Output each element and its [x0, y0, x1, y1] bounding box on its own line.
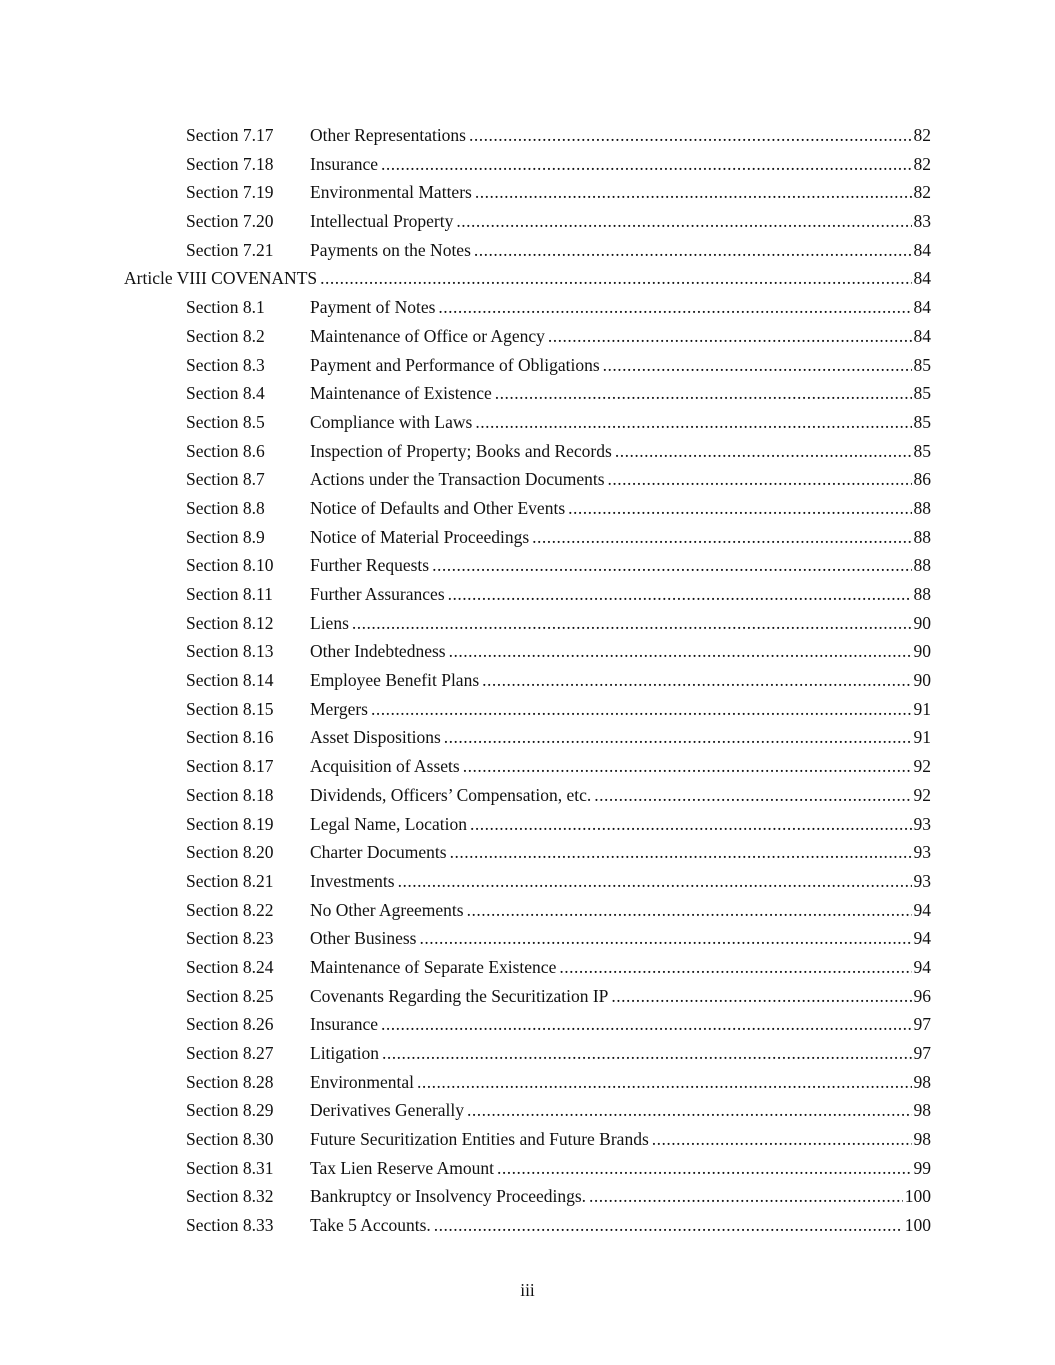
section-number: Section 8.15: [186, 698, 274, 719]
section-title: Further Requests: [310, 551, 430, 580]
toc-leader-line: [310, 609, 931, 638]
page-ref: 85: [913, 354, 931, 375]
toc-leader-line: [310, 351, 931, 380]
page-ref: 94: [913, 928, 931, 949]
toc-section-entry: [0, 465, 1055, 494]
toc-leader-line: [310, 150, 931, 179]
section-number: Section 8.31: [186, 1157, 274, 1178]
section-number: Section 8.25: [186, 985, 274, 1006]
section-number: Section 8.1: [186, 297, 265, 318]
toc-section-entry: [0, 810, 1055, 839]
toc-leader-line: [310, 982, 931, 1011]
toc-leader-line: [310, 953, 931, 982]
toc-leader-line: [310, 637, 931, 666]
page-ref: 93: [913, 842, 931, 863]
toc-section-entry: [0, 1182, 1055, 1211]
dot-leader: [469, 121, 912, 150]
page-ref: 100: [904, 1186, 931, 1207]
page-ref: 92: [913, 756, 931, 777]
page-ref: 84: [913, 268, 931, 289]
page-ref: 90: [913, 612, 931, 633]
dot-leader: [381, 1010, 911, 1039]
section-title: Other Business: [310, 924, 417, 953]
page-ref: 88: [913, 584, 931, 604]
page-ref: 88: [913, 526, 931, 547]
toc-leader-line: [310, 1182, 931, 1211]
section-number: Section 8.21: [186, 870, 274, 891]
toc-section-entry: [0, 494, 1055, 523]
section-number: Section 8.33: [186, 1215, 274, 1236]
section-title: Notice of Material Proceedings: [310, 523, 530, 552]
page-ref: 85: [913, 411, 931, 432]
page-ref: 97: [913, 1043, 931, 1063]
page-ref: 98: [913, 1071, 931, 1092]
dot-leader: [548, 322, 912, 351]
dot-leader: [594, 781, 911, 810]
dot-leader: [382, 1039, 911, 1068]
section-title: Investments: [310, 867, 396, 896]
toc-section-entry: [0, 236, 1055, 265]
section-number: Section 8.19: [186, 813, 274, 834]
toc-section-entry: [0, 1211, 1055, 1240]
toc-section-entry: [0, 408, 1055, 437]
section-number: Section 8.3: [186, 354, 265, 375]
toc-leader-line: [310, 121, 931, 150]
section-number: Section 7.18: [186, 153, 274, 174]
toc-section-entry: [0, 150, 1055, 179]
dot-leader: [495, 379, 912, 408]
toc-leader-line: [310, 236, 931, 265]
dot-leader: [352, 609, 912, 638]
toc-leader-line: [310, 781, 931, 810]
toc-section-entry: [0, 551, 1055, 580]
toc-leader-line: [310, 437, 931, 466]
toc-leader-line: [310, 1010, 931, 1039]
section-number: Section 8.8: [186, 497, 265, 518]
dot-leader: [320, 264, 911, 293]
dot-leader: [482, 666, 911, 695]
section-number: Section 7.21: [186, 239, 274, 260]
section-title: Actions under the Transaction Documents: [310, 465, 606, 494]
section-title: Legal Name, Location: [310, 810, 468, 839]
toc-leader-line: [310, 896, 931, 925]
toc-section-entry: [0, 924, 1055, 953]
toc-section-entry: [0, 523, 1055, 552]
dot-leader: [448, 580, 912, 609]
toc-section-entry: [0, 322, 1055, 351]
section-number: Section 8.10: [186, 555, 274, 576]
section-number: Section 8.9: [186, 526, 265, 547]
section-number: Section 8.16: [186, 727, 274, 748]
section-number: Section 8.14: [186, 670, 274, 691]
dot-leader: [467, 896, 912, 925]
section-title: Insurance: [310, 1010, 379, 1039]
page-ref: 82: [913, 153, 931, 174]
dot-leader: [463, 752, 912, 781]
dot-leader: [470, 810, 912, 839]
section-title: Other Indebtedness: [310, 637, 447, 666]
toc-section-entry: [0, 1039, 1055, 1068]
article-title: Article VIII COVENANTS: [124, 264, 318, 293]
toc-leader-line: [310, 695, 931, 724]
toc-leader-line: [310, 1211, 931, 1240]
section-title: Dividends, Officers’ Compensation, etc.: [310, 781, 592, 810]
toc-leader-line: [310, 1125, 931, 1154]
dot-leader: [456, 207, 911, 236]
toc-section-entry: [0, 637, 1055, 666]
toc-leader-line: [310, 1068, 931, 1097]
toc-leader-line: [310, 1096, 931, 1125]
toc-leader-line: [310, 723, 931, 752]
toc-section-entry: [0, 953, 1055, 982]
page-ref: 83: [913, 211, 931, 232]
toc-section-entry: [0, 437, 1055, 466]
page-ref: 93: [913, 870, 931, 891]
page-ref: 84: [913, 239, 931, 260]
page-ref: 96: [913, 985, 931, 1006]
section-title: Liens: [310, 609, 350, 638]
section-title: Tax Lien Reserve Amount: [310, 1154, 495, 1183]
toc-section-entry: [0, 1096, 1055, 1125]
toc-leader-line: [310, 666, 931, 695]
page-ref: 92: [913, 784, 931, 805]
dot-leader: [652, 1125, 912, 1154]
toc-leader-line: [310, 465, 931, 494]
toc-section-entry: [0, 666, 1055, 695]
dot-leader: [559, 953, 911, 982]
toc-leader-line: [310, 207, 931, 236]
section-title: Acquisition of Assets: [310, 752, 461, 781]
section-number: Section 7.17: [186, 125, 274, 145]
section-title: Environmental: [310, 1068, 415, 1097]
page-ref: 98: [913, 1129, 931, 1150]
section-number: Section 8.5: [186, 411, 265, 432]
page-ref: 98: [913, 1100, 931, 1121]
toc-leader-line: [310, 551, 931, 580]
section-number: Section 8.13: [186, 641, 274, 662]
section-title: Further Assurances: [310, 580, 446, 609]
section-number: Section 8.27: [186, 1043, 274, 1063]
dot-leader: [532, 523, 911, 552]
toc-leader-line: [310, 494, 931, 523]
dot-leader: [608, 465, 912, 494]
dot-leader: [450, 838, 912, 867]
table-of-contents: [0, 121, 1055, 1240]
toc-leader-line: [310, 293, 931, 322]
page-ref: 86: [913, 469, 931, 490]
dot-leader: [371, 695, 912, 724]
toc-leader-line: [310, 867, 931, 896]
toc-section-entry: [0, 178, 1055, 207]
section-title: Payment and Performance of Obligations: [310, 351, 601, 380]
page-ref: 97: [913, 1014, 931, 1035]
toc-section-entry: [0, 207, 1055, 236]
toc-leader-line: [310, 408, 931, 437]
dot-leader: [475, 178, 912, 207]
page-ref: 82: [913, 182, 931, 203]
dot-leader: [474, 236, 912, 265]
toc-leader-line: [310, 810, 931, 839]
dot-leader: [398, 867, 912, 896]
toc-section-entry: [0, 379, 1055, 408]
section-number: Section 8.28: [186, 1071, 274, 1092]
page-ref: 88: [913, 497, 931, 518]
page-ref: 90: [913, 641, 931, 662]
section-title: Notice of Defaults and Other Events: [310, 494, 566, 523]
section-number: Section 8.24: [186, 956, 274, 977]
section-title: Litigation: [310, 1039, 380, 1068]
toc-section-entry: [0, 351, 1055, 380]
dot-leader: [475, 408, 911, 437]
section-title: Inspection of Property; Books and Records: [310, 437, 613, 466]
toc-section-entry: [0, 838, 1055, 867]
page-ref: 85: [913, 383, 931, 404]
section-title: Maintenance of Separate Existence: [310, 953, 557, 982]
toc-section-entry: [0, 867, 1055, 896]
section-title: Environmental Matters: [310, 178, 473, 207]
section-number: Section 8.18: [186, 784, 274, 805]
toc-section-entry: [0, 609, 1055, 638]
toc-leader-line: [310, 1039, 931, 1068]
toc-leader-line: [124, 264, 931, 293]
section-number: Section 8.7: [186, 469, 265, 490]
toc-section-entry: [0, 1068, 1055, 1097]
page-ref: 100: [904, 1215, 931, 1236]
section-number: Section 8.12: [186, 612, 274, 633]
toc-section-entry: [0, 752, 1055, 781]
section-title: Bankruptcy or Insolvency Proceedings.: [310, 1182, 587, 1211]
toc-leader-line: [310, 924, 931, 953]
section-number: Section 8.6: [186, 440, 265, 461]
section-number: Section 8.32: [186, 1186, 274, 1207]
section-title: Intellectual Property: [310, 207, 454, 236]
dot-leader: [438, 293, 911, 322]
toc-section-entry: [0, 1154, 1055, 1183]
toc-section-entry: [0, 121, 1055, 150]
section-number: Section 8.11: [186, 584, 273, 604]
toc-section-entry: [0, 781, 1055, 810]
section-title: Future Securitization Entities and Future Brands: [310, 1125, 650, 1154]
section-title: Payments on the Notes: [310, 236, 472, 265]
section-title: Insurance: [310, 150, 379, 179]
dot-leader: [467, 1096, 911, 1125]
section-number: Section 8.30: [186, 1129, 274, 1150]
section-title: Other Representations: [310, 121, 467, 150]
section-title: Compliance with Laws: [310, 408, 473, 437]
section-title: Employee Benefit Plans: [310, 666, 480, 695]
section-number: Section 8.22: [186, 899, 274, 920]
toc-leader-line: [310, 178, 931, 207]
section-title: Take 5 Accounts.: [310, 1211, 432, 1240]
dot-leader: [497, 1154, 912, 1183]
section-title: No Other Agreements: [310, 896, 465, 925]
page-ref: 82: [913, 125, 931, 145]
toc-section-entry: [0, 982, 1055, 1011]
dot-leader: [444, 723, 912, 752]
page-ref: 88: [913, 555, 931, 576]
section-title: Maintenance of Existence: [310, 379, 493, 408]
toc-leader-line: [310, 379, 931, 408]
page-ref: 85: [913, 440, 931, 461]
section-title: Covenants Regarding the Securitization IP: [310, 982, 609, 1011]
section-title: Charter Documents: [310, 838, 448, 867]
page-ref: 91: [913, 698, 931, 719]
page-number: iii: [520, 1280, 535, 1300]
toc-section-entry: [0, 1125, 1055, 1154]
toc-section-entry: [0, 723, 1055, 752]
section-title: Derivatives Generally: [310, 1096, 465, 1125]
toc-leader-line: [310, 523, 931, 552]
section-number: Section 8.17: [186, 756, 274, 777]
page-ref: 94: [913, 956, 931, 977]
toc-leader-line: [310, 838, 931, 867]
section-number: Section 7.20: [186, 211, 274, 232]
toc-section-entry: [0, 580, 1055, 609]
dot-leader: [417, 1068, 911, 1097]
dot-leader: [603, 351, 912, 380]
toc-section-entry: [0, 896, 1055, 925]
section-number: Section 7.19: [186, 182, 274, 203]
section-title: Maintenance of Office or Agency: [310, 322, 546, 351]
page-ref: 94: [913, 899, 931, 920]
dot-leader: [589, 1182, 903, 1211]
section-title: Asset Dispositions: [310, 723, 442, 752]
page-ref: 90: [913, 670, 931, 691]
toc-section-entry: [0, 695, 1055, 724]
page-ref: 91: [913, 727, 931, 748]
section-number: Section 8.4: [186, 383, 265, 404]
section-number: Section 8.29: [186, 1100, 274, 1121]
toc-section-entry: [0, 293, 1055, 322]
section-number: Section 8.23: [186, 928, 274, 949]
section-number: Section 8.26: [186, 1014, 274, 1035]
section-number: Section 8.2: [186, 325, 265, 346]
dot-leader: [568, 494, 911, 523]
toc-article-entry: [0, 264, 1055, 293]
dot-leader: [611, 982, 911, 1011]
dot-leader: [434, 1211, 903, 1240]
dot-leader: [381, 150, 911, 179]
page-ref: 99: [913, 1157, 931, 1178]
dot-leader: [449, 637, 912, 666]
toc-section-entry: [0, 1010, 1055, 1039]
toc-leader-line: [310, 322, 931, 351]
page-ref: 84: [913, 297, 931, 318]
page-ref: 93: [913, 813, 931, 834]
toc-leader-line: [310, 1154, 931, 1183]
dot-leader: [615, 437, 912, 466]
section-title: Payment of Notes: [310, 293, 436, 322]
page-ref: 84: [913, 325, 931, 346]
section-title: Mergers: [310, 695, 369, 724]
section-number: Section 8.20: [186, 842, 274, 863]
dot-leader: [419, 924, 911, 953]
toc-leader-line: [310, 752, 931, 781]
toc-leader-line: [310, 580, 931, 609]
dot-leader: [432, 551, 911, 580]
